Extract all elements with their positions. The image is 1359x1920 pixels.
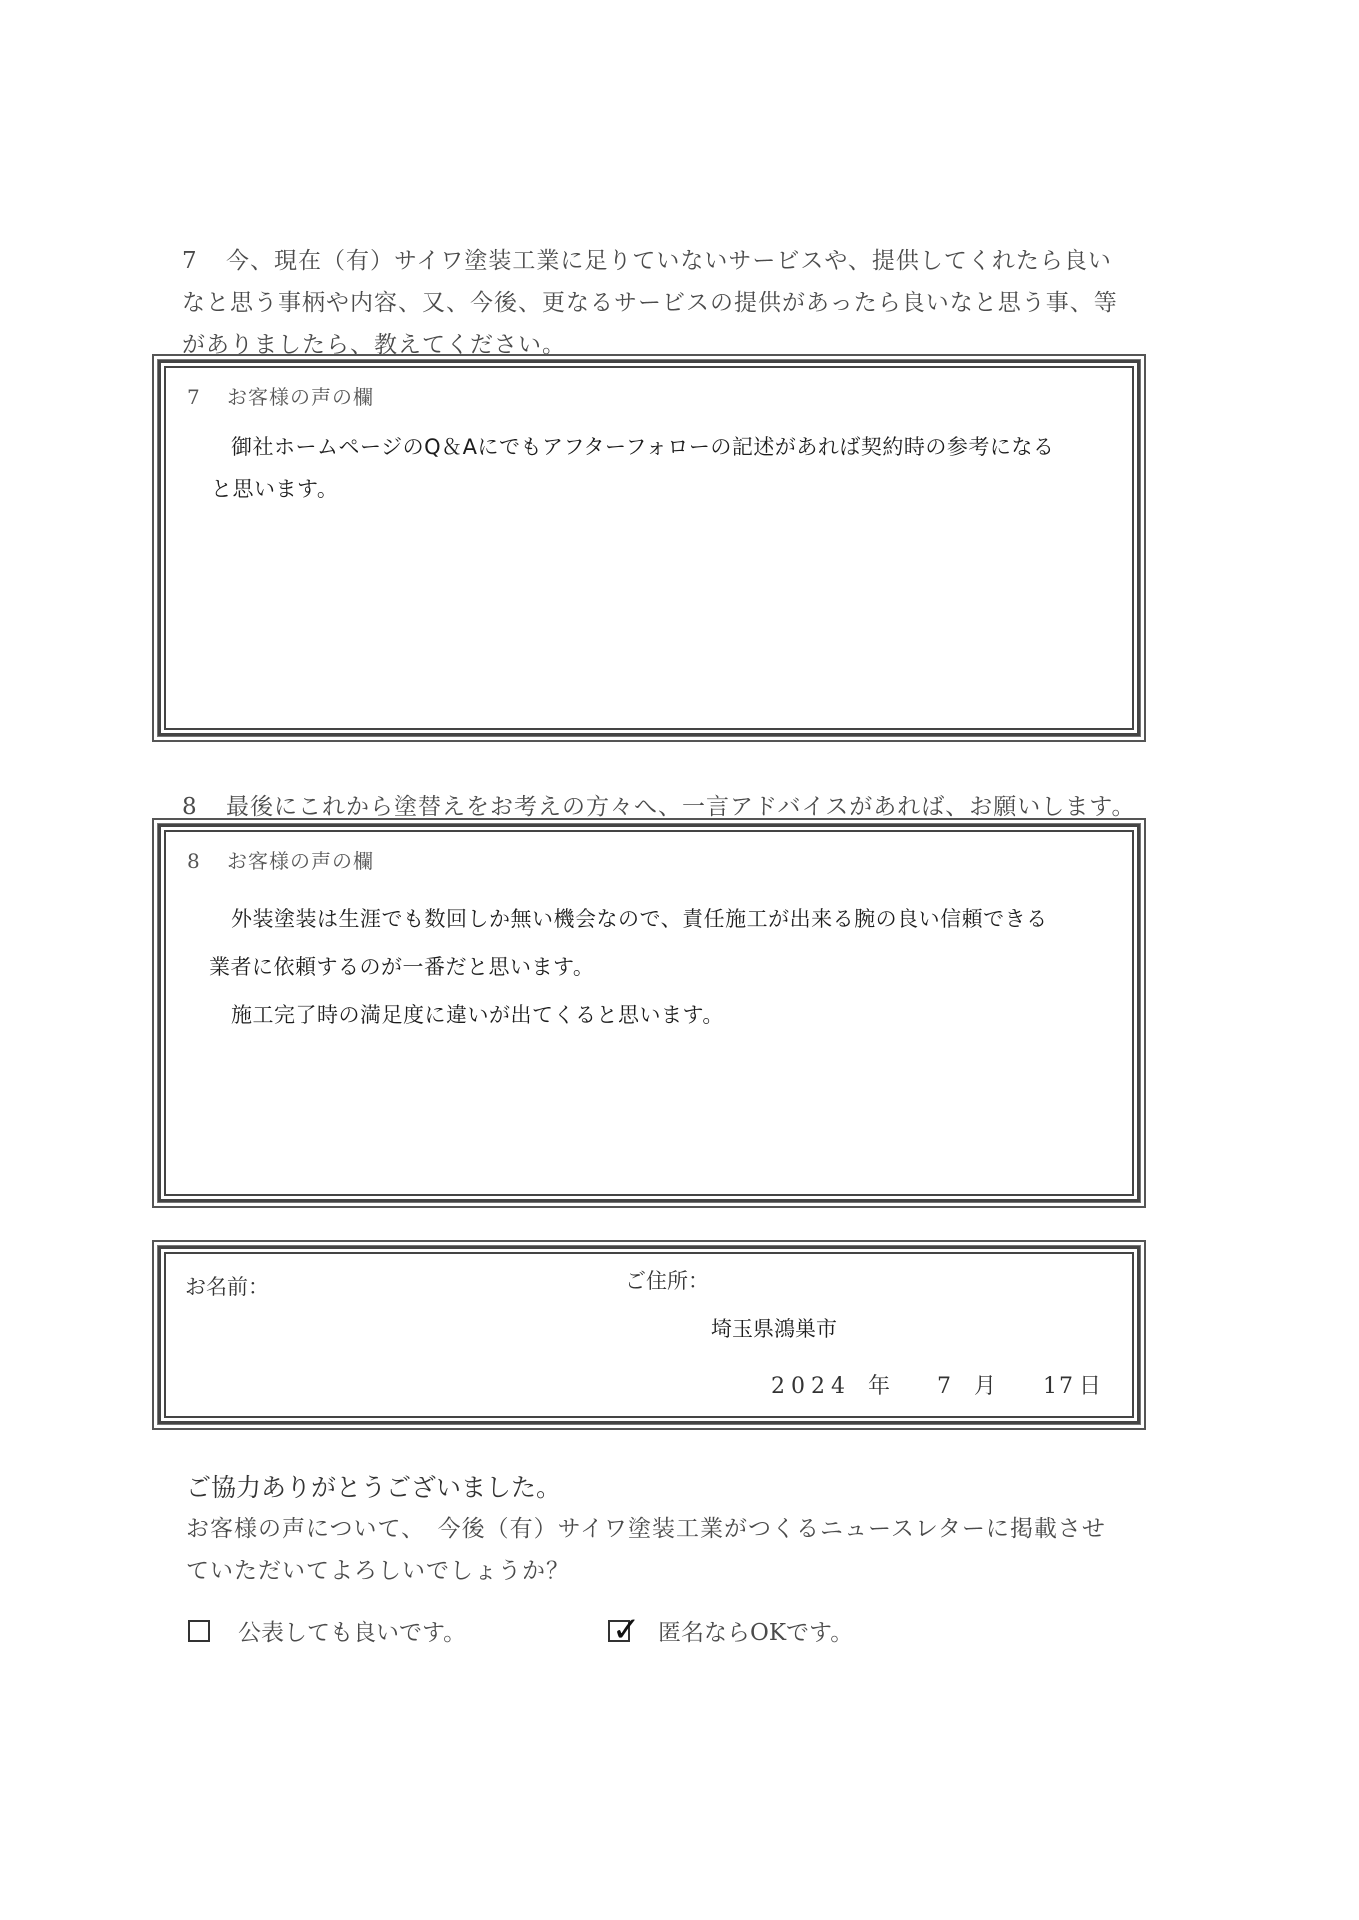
answer-8-line-2: 業者に依頼するのが一番だと思います。 [209,955,595,979]
date-day-unit: 日 [1078,1374,1107,1399]
question-7-line-3: がありましたら、教えてください。 [182,332,566,358]
name-label: お名前： [185,1275,269,1299]
date-month: 7 [936,1374,957,1399]
option-public[interactable] [188,1614,466,1647]
question-7 [182,240,1142,366]
date-year-unit: 年 [867,1374,896,1399]
answer-8-line-1: 外装塗装は生涯でも数回しか無い機会なので、責任施工が出来る腕の良い信頼できる [231,907,1048,931]
question-7-line-2: なと思う事柄や内容、又、今後、更なるサービスの提供があったら良いなと思う事、等 [182,290,1118,316]
thanks-message: ご協力ありがとうございました。 [186,1473,562,1502]
address-label: ご住所： [625,1269,709,1293]
consent-line-2: ていただいてよろしいでしょうか？ [186,1558,570,1584]
address-value: 埼玉県鴻巣市 [711,1317,837,1341]
question-8 [182,786,1142,828]
option-anonymous-label: 匿名ならOKです。 [658,1620,854,1646]
customer-info-box [158,1246,1140,1424]
date [767,1369,1107,1400]
date-year: 2024 [770,1374,851,1399]
answer-box-7-label: 7 お客様の声の欄 [187,385,374,409]
date-day: 17 [1042,1374,1075,1399]
answer-7-line-2: と思います。 [211,477,339,501]
checkmark-icon: ✓ [612,1609,641,1650]
answer-box-8-label: 8 お客様の声の欄 [187,849,374,873]
option-anonymous-checkbox[interactable] [608,1609,641,1650]
option-public-label: 公表しても良いです。 [238,1620,467,1646]
date-month-unit: 月 [973,1374,1002,1399]
consent-question [186,1508,1146,1592]
answer-box-7 [158,360,1140,736]
answer-7-line-1: 御社ホームページのQ＆Aにでもアフターフォローの記述があれば契約時の参考になる [231,435,1055,459]
option-public-checkbox[interactable] [188,1620,210,1642]
option-anonymous[interactable] [608,1609,854,1650]
consent-line-1: お客様の声について、 今後（有）サイワ塗装工業がつくるニュースレターに掲載させ [186,1516,1106,1542]
question-8-line-1: 8 最後にこれから塗替えをお考えの方々へ、一言アドバイスがあれば、お願いします。 [182,786,1142,828]
question-7-number: 7 [182,248,198,274]
answer-box-8 [158,824,1140,1202]
answer-8-line-3: 施工完了時の満足度に違いが出てくると思います。 [231,1003,724,1027]
question-7-line-1: 7 今、現在（有）サイワ塗装工業に足りていないサービスや、提供してくれたら良い [182,240,1142,282]
question-8-number: 8 [182,794,198,820]
